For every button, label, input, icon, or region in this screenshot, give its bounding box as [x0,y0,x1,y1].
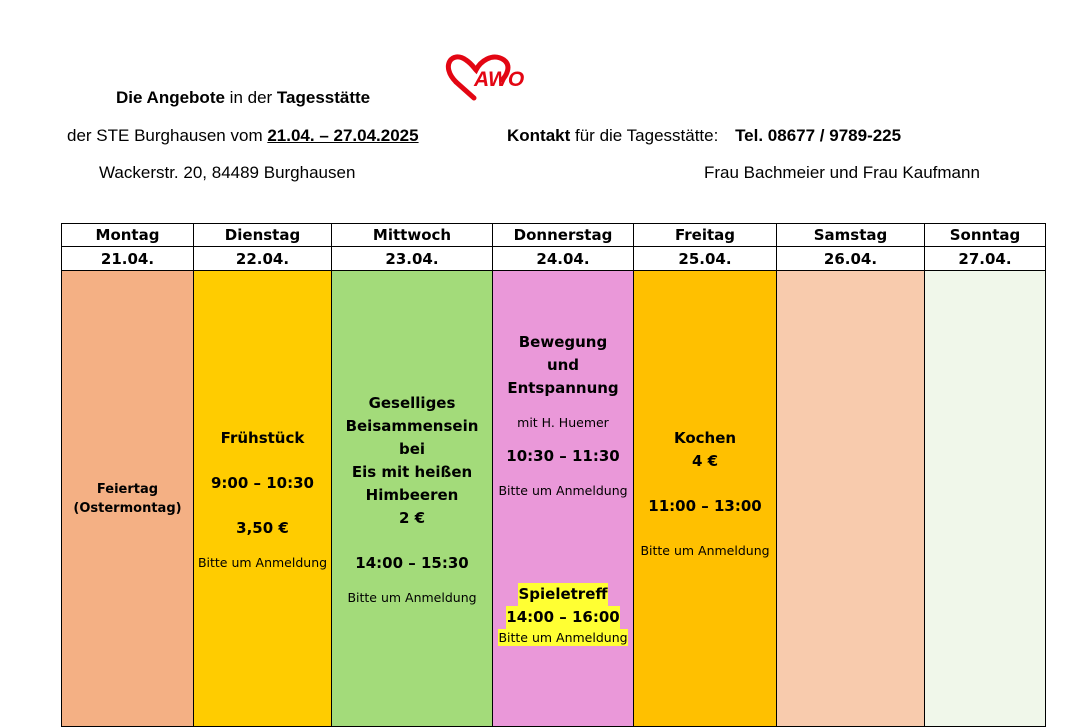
title-part-1: Die Angebote [116,88,225,107]
extra-activity-title: Spieletreff [518,583,607,606]
activity-title: Frühstück [220,428,305,447]
activity-line: Entspannung [507,379,619,397]
activity-time: 11:00 – 13:00 [648,497,762,515]
friday-cell [634,271,777,727]
holiday-name: (Ostermontag) [73,500,182,516]
day-name: Dienstag [194,224,332,247]
activity-line: Eis mit heißen [351,462,473,481]
activity-line: und [546,356,580,374]
activity-time: 14:00 – 15:30 [355,553,469,572]
date-row [62,247,1046,271]
contact-line [507,126,901,146]
extra-activity-time: 14:00 – 16:00 [506,606,619,629]
wednesday-cell [332,271,493,727]
activity-title: Kochen [673,429,737,447]
awo-logo [444,52,524,104]
day-name: Freitag [634,224,777,247]
day-date: 23.04. [332,247,493,271]
day-name: Mittwoch [332,224,493,247]
activity-line: Beisammensein [345,416,479,435]
phone-number: Tel. 08677 / 9789-225 [735,126,902,145]
weekly-schedule-table [61,223,1046,727]
day-name-row [62,224,1046,247]
activity-price: 3,50 € [236,518,289,537]
activity-line: Himbeeren [365,485,459,504]
date-range: 21.04. – 27.04.2025 [267,126,419,145]
day-name: Samstag [777,224,925,247]
activity-time: 9:00 – 10:30 [210,473,314,492]
registration-note: Bitte um Anmeldung [498,483,628,498]
monday-cell [62,271,194,727]
registration-note: Bitte um Anmeldung [347,589,477,605]
page-title [116,88,370,108]
registration-note: Bitte um Anmeldung [640,543,770,558]
activity-line: Geselliges [368,393,456,412]
day-name: Donnerstag [493,224,634,247]
tuesday-cell [194,271,332,727]
contact-text: für die Tagesstätte: [570,126,724,145]
day-name: Montag [62,224,194,247]
holiday-label: Feiertag [96,481,159,497]
logo-text: AWO [474,68,524,91]
day-date: 22.04. [194,247,332,271]
activity-line: Bewegung [518,333,608,351]
activity-price: 2 € [398,508,426,527]
day-date: 21.04. [62,247,194,271]
location-line [67,126,419,146]
day-name: Sonntag [925,224,1046,247]
address: Wackerstr. 20, 84489 Burghausen [99,163,356,182]
registration-note: Bitte um Anmeldung [197,554,328,570]
title-part-3: Tagesstätte [276,88,371,107]
activities-row [62,271,1046,727]
staff-names: Frau Bachmeier und Frau Kaufmann [704,163,980,182]
activity-time: 10:30 – 11:30 [506,447,620,465]
sunday-cell [925,271,1046,727]
day-date: 27.04. [925,247,1046,271]
title-part-2: in der [224,88,277,107]
saturday-cell [777,271,925,727]
thursday-cell [493,271,634,727]
day-date: 26.04. [777,247,925,271]
location-prefix: der STE Burghausen vom [67,126,268,145]
activity-price: 4 € [691,452,719,470]
activity-line: bei [398,439,426,458]
day-date: 24.04. [493,247,634,271]
contact-label: Kontakt [507,126,571,145]
activity-leader: mit H. Huemer [517,415,609,430]
extra-registration-note: Bitte um Anmeldung [498,630,628,645]
day-date: 25.04. [634,247,777,271]
